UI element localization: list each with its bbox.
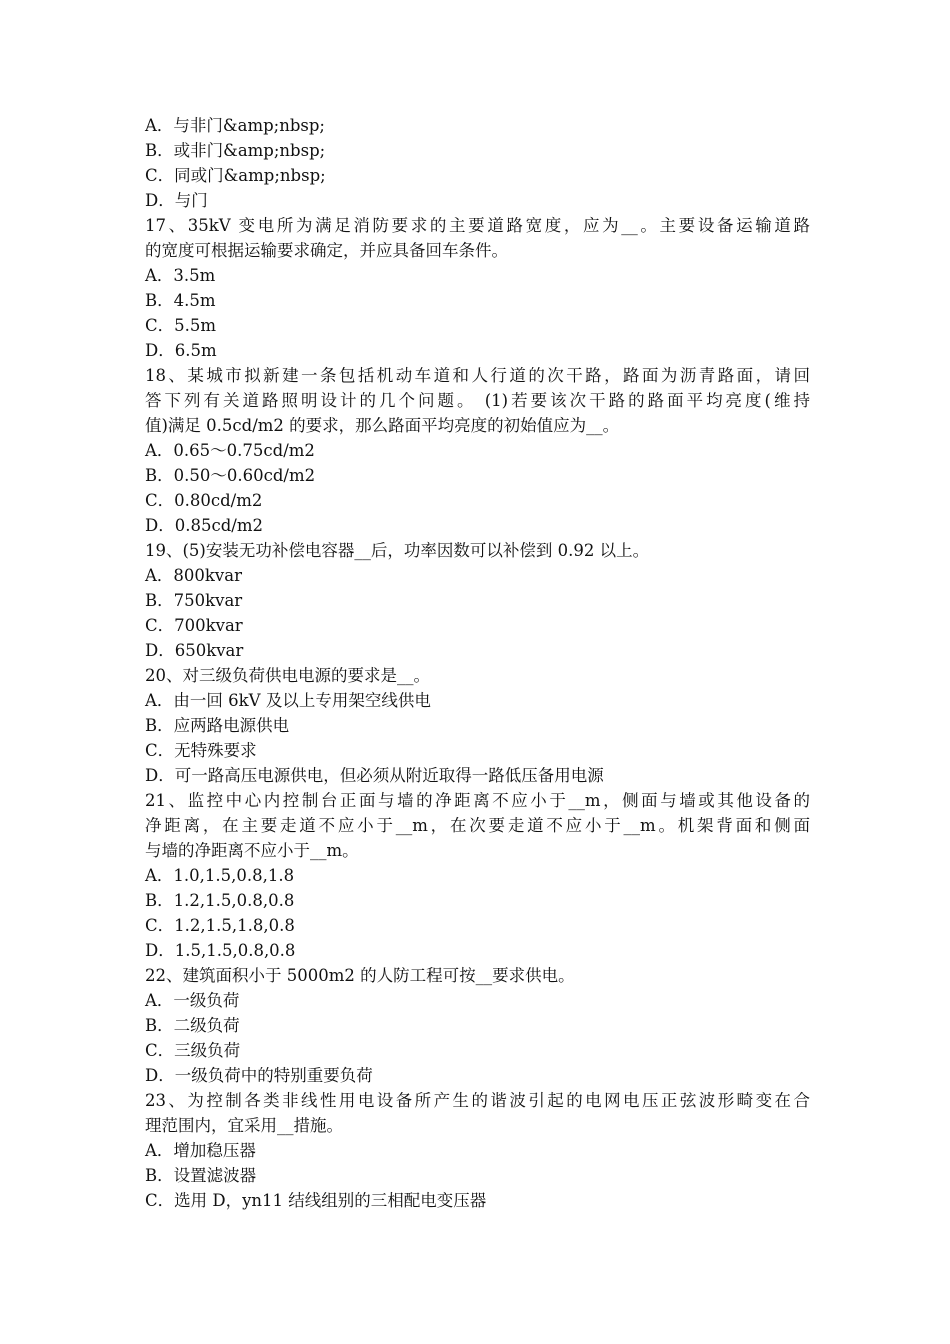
question-line: 22、建筑面积小于 5000m2 的人防工程可按__要求供电。 [145, 966, 575, 985]
option-line: A．3.5m [145, 266, 216, 285]
option-line: B．0.50～0.60cd/m2 [145, 466, 316, 485]
option-line: B．二级负荷 [145, 1016, 240, 1035]
option-line: C．700kvar [145, 616, 243, 635]
question-line: 理范围内，宜采用__措施。 [145, 1116, 343, 1135]
question-line: 23、为控制各类非线性用电设备所产生的谐波引起的电网电压正弦波形畸变在合 [145, 1091, 810, 1110]
option-line: D．650kvar [145, 641, 244, 660]
option-line: A．800kvar [145, 566, 242, 585]
question-line: 的宽度可根据运输要求确定，并应具备回车条件。 [145, 241, 508, 260]
option-line: B．4.5m [145, 291, 216, 310]
option-line: D．一级负荷中的特别重要负荷 [145, 1066, 373, 1085]
option-line: A．由一回 6kV 及以上专用架空线供电 [145, 691, 431, 710]
option-line: A．与非门&amp;nbsp; [145, 116, 325, 135]
question-line: 20、对三级负荷供电电源的要求是__。 [145, 666, 430, 685]
option-line: C．选用 D，yn11 结线组别的三相配电变压器 [145, 1191, 487, 1210]
question-line: 21、监控中心内控制台正面与墙的净距离不应小于__m，侧面与墙或其他设备的 [145, 791, 810, 810]
option-line: B．设置滤波器 [145, 1166, 257, 1185]
document-page [145, 113, 810, 1213]
option-line: A．一级负荷 [145, 991, 240, 1010]
question-line: 答下列有关道路照明设计的几个问题。 (1)若要该次干路的路面平均亮度(维持 [145, 391, 810, 410]
question-line: 19、(5)安装无功补偿电容器__后，功率因数可以补偿到 0.92 以上。 [145, 541, 650, 560]
option-line: B．750kvar [145, 591, 243, 610]
option-line: B．或非门&amp;nbsp; [145, 141, 326, 160]
option-line: D．6.5m [145, 341, 217, 360]
option-line: A．增加稳压器 [145, 1141, 256, 1160]
option-line: D．0.85cd/m2 [145, 516, 263, 535]
question-line: 18、某城市拟新建一条包括机动车道和人行道的次干路，路面为沥青路面，请回 [145, 366, 810, 385]
option-line: C．5.5m [145, 316, 217, 335]
option-line: D．与门 [145, 191, 208, 210]
question-line: 值)满足 0.5cd/m2 的要求，那么路面平均亮度的初始值应为__。 [145, 416, 620, 435]
question-line: 净距离，在主要走道不应小于__m，在次要走道不应小于__m。机架背面和侧面 [145, 816, 810, 835]
option-line: C．无特殊要求 [145, 741, 257, 760]
option-line: B．应两路电源供电 [145, 716, 290, 735]
option-line: B．1.2,1.5,0.8,0.8 [145, 891, 295, 910]
question-line: 17、35kV 变电所为满足消防要求的主要道路宽度，应为__。主要设备运输道路 [145, 216, 810, 235]
option-line: C．三级负荷 [145, 1041, 241, 1060]
option-line: A．1.0,1.5,0.8,1.8 [145, 866, 295, 885]
option-line: D．1.5,1.5,0.8,0.8 [145, 941, 296, 960]
option-line: C．同或门&amp;nbsp; [145, 166, 326, 185]
option-line: C．1.2,1.5,1.8,0.8 [145, 916, 295, 935]
option-line: C．0.80cd/m2 [145, 491, 263, 510]
question-line: 与墙的净距离不应小于__m。 [145, 841, 359, 860]
option-line: D．可一路高压电源供电，但必须从附近取得一路低压备用电源 [145, 766, 604, 785]
option-line: A．0.65～0.75cd/m2 [145, 441, 315, 460]
